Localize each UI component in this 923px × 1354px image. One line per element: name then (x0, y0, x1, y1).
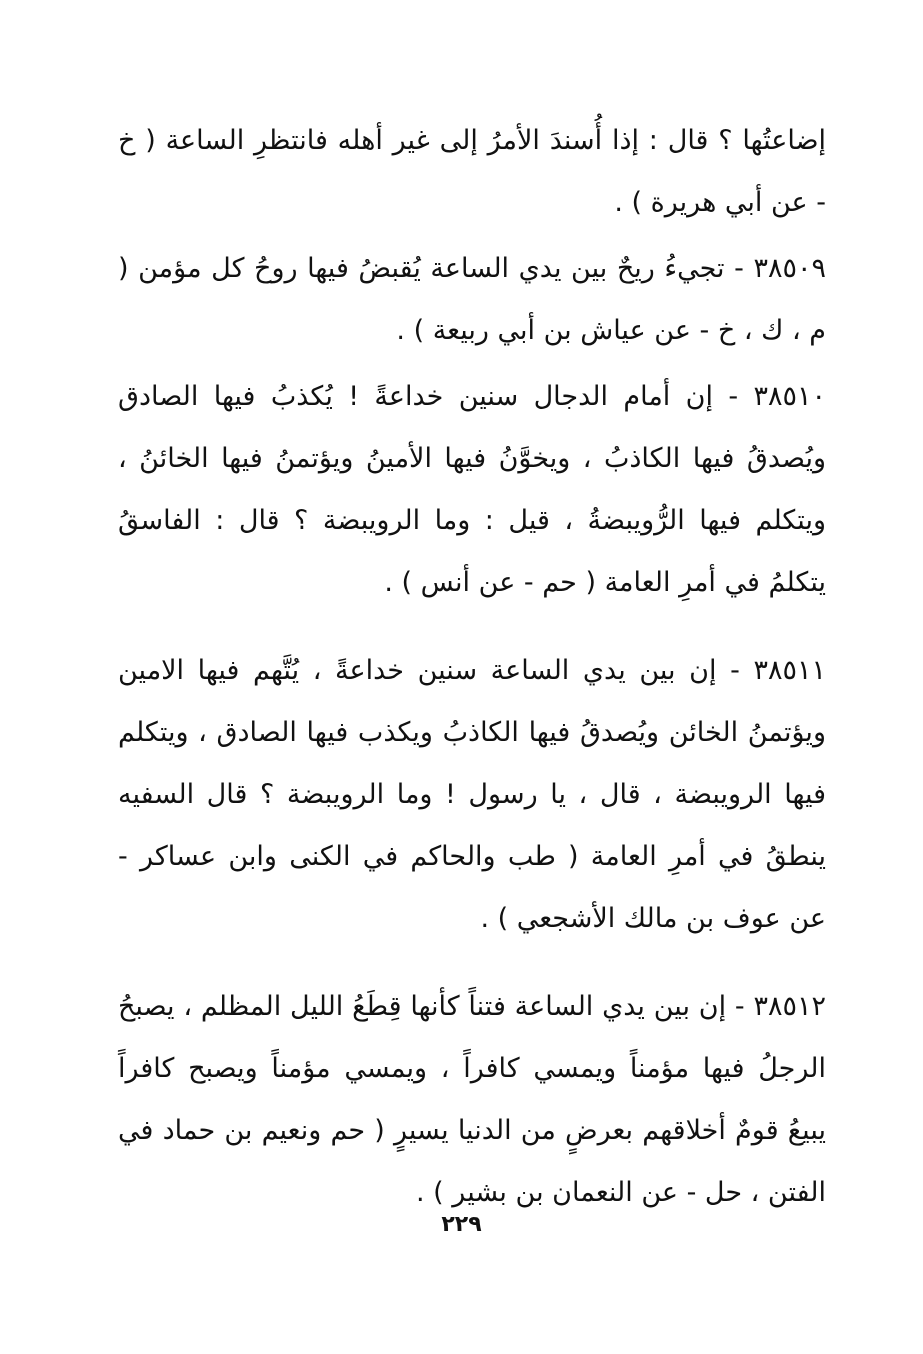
hadith-38510: ٣٨٥١٠ - إن أمام الدجال سنين خداعةً ! يُكذبُ فيها الصادق ويُصدقُ فيها الكاذبُ ، ويخوَّنُ فيها الأمينُ ويؤتمنُ فيها الخائنُ ، ويتكلم فيها الرُّويبضةُ ، قيل : وما الرويبضة ؟ قال : الفاسقُ يتكلمُ في أمرِ العامة ( حم - عن أنس ) . (118, 381, 826, 598)
hadith-38509: ٣٨٥٠٩ - تجيءُ ريحٌ بين يدي الساعة يُقبضُ فيها روحُ كل مؤمن ( م ، ك ، خ - عن عياش بن أبي ربيعة ) . (118, 253, 826, 346)
page-number: ٢٢٩ (441, 1212, 482, 1237)
hadith-38512: ٣٨٥١٢ - إن بين يدي الساعة فتناً كأنها قِطَعُ الليل المظلم ، يصبحُ الرجلُ فيها مؤمناً ويمسي كافراً ، ويمسي مؤمناً ويصبح كافراً يبيعُ قومٌ أخلاقهم بعرضٍ من الدنيا يسيرٍ ( حم ونعيم بن حماد في الفتن ، حل - عن النعمان بن بشير ) . (118, 991, 826, 1208)
body-text (118, 110, 826, 1224)
hadith-38511: ٣٨٥١١ - إن بين يدي الساعة سنين خداعةً ، يُتَّهم فيها الامين ويؤتمنُ الخائن ويُصدقُ فيها الكاذبُ ويكذب فيها الصادق ، ويتكلم فيها الرويبضة ، قال ، يا رسول ! وما الرويبضة ؟ قال السفيه ينطقُ في أمرِ العامة ( طب والحاكم في الكنى وابن عساكر - عن عوف بن مالك الأشجعي ) . (118, 655, 826, 934)
paragraph-continuation: إضاعتُها ؟ قال : إذا أُسندَ الأمرُ إلى غير أهله فانتظرِ الساعة ( خ - عن أبي هريرة ) . (118, 125, 826, 218)
